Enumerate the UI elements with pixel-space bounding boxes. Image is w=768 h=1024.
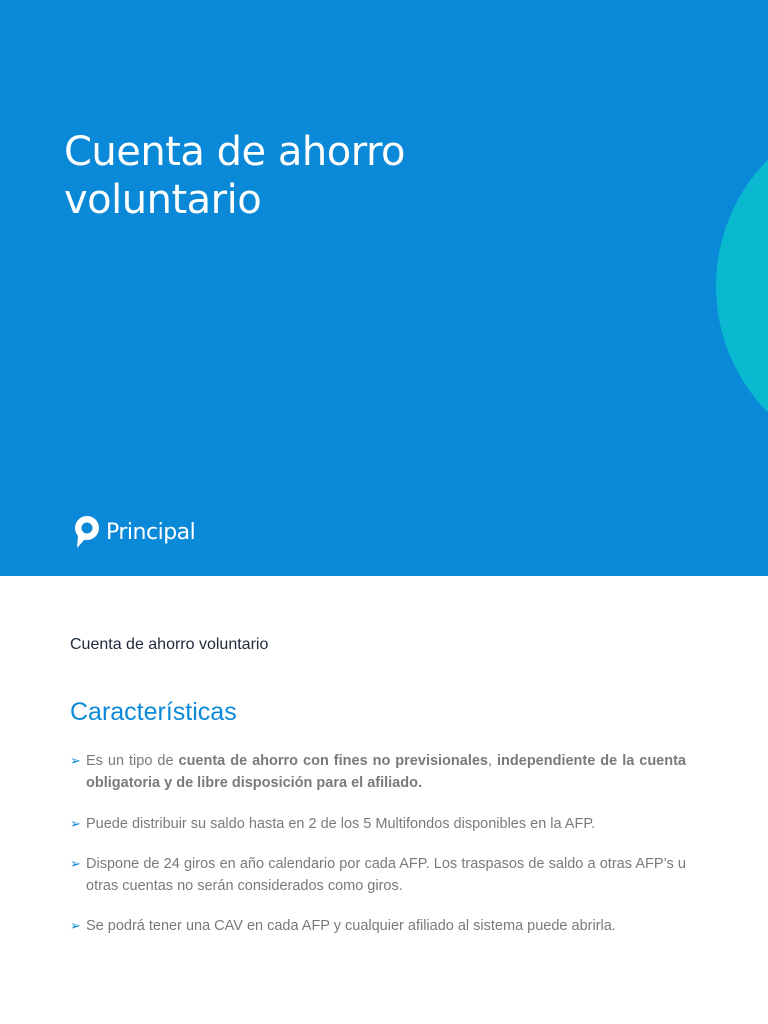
arrow-right-icon: ➢ xyxy=(70,816,81,831)
cover-title xyxy=(64,128,624,224)
characteristics-list xyxy=(70,750,686,937)
principal-logo-icon xyxy=(72,514,102,550)
bullet-text: Dispone de 24 giros en año calendario por cada AFP. Los traspasos de saldo a otras AFP’s u otras cuentas no serán considerados como giros. xyxy=(86,856,686,894)
principal-logo xyxy=(72,514,195,550)
cover-title-line-2: voluntario xyxy=(64,177,262,223)
bullet-text: , xyxy=(488,753,498,769)
bullet-text: Es un tipo de xyxy=(86,753,179,769)
content-subtitle: Cuenta de ahorro voluntario xyxy=(70,636,269,653)
list-item xyxy=(70,813,686,835)
list-item xyxy=(70,750,686,794)
arrow-right-icon: ➢ xyxy=(70,856,81,871)
bullet-text: Se podrá tener una CAV en cada AFP y cualquier afiliado al sistema puede abrirla. xyxy=(86,918,616,934)
bullet-text: Puede distribuir su saldo hasta en 2 de los 5 Multifondos disponibles en la AFP. xyxy=(86,816,596,832)
decorative-circle xyxy=(716,106,768,466)
arrow-right-icon: ➢ xyxy=(70,918,81,933)
bullet-bold-text: cuenta de ahorro con fines no previsionales xyxy=(178,753,488,769)
list-item xyxy=(70,915,686,937)
cover-title-line-1: Cuenta de ahorro xyxy=(64,129,405,175)
logo-text: Principal xyxy=(106,519,196,545)
arrow-right-icon: ➢ xyxy=(70,753,81,768)
section-heading: Características xyxy=(70,698,237,726)
bullet-bold-text: independiente de la cuenta obligatoria y de libre disposición para el afiliado. xyxy=(86,753,686,791)
list-item xyxy=(70,853,686,897)
